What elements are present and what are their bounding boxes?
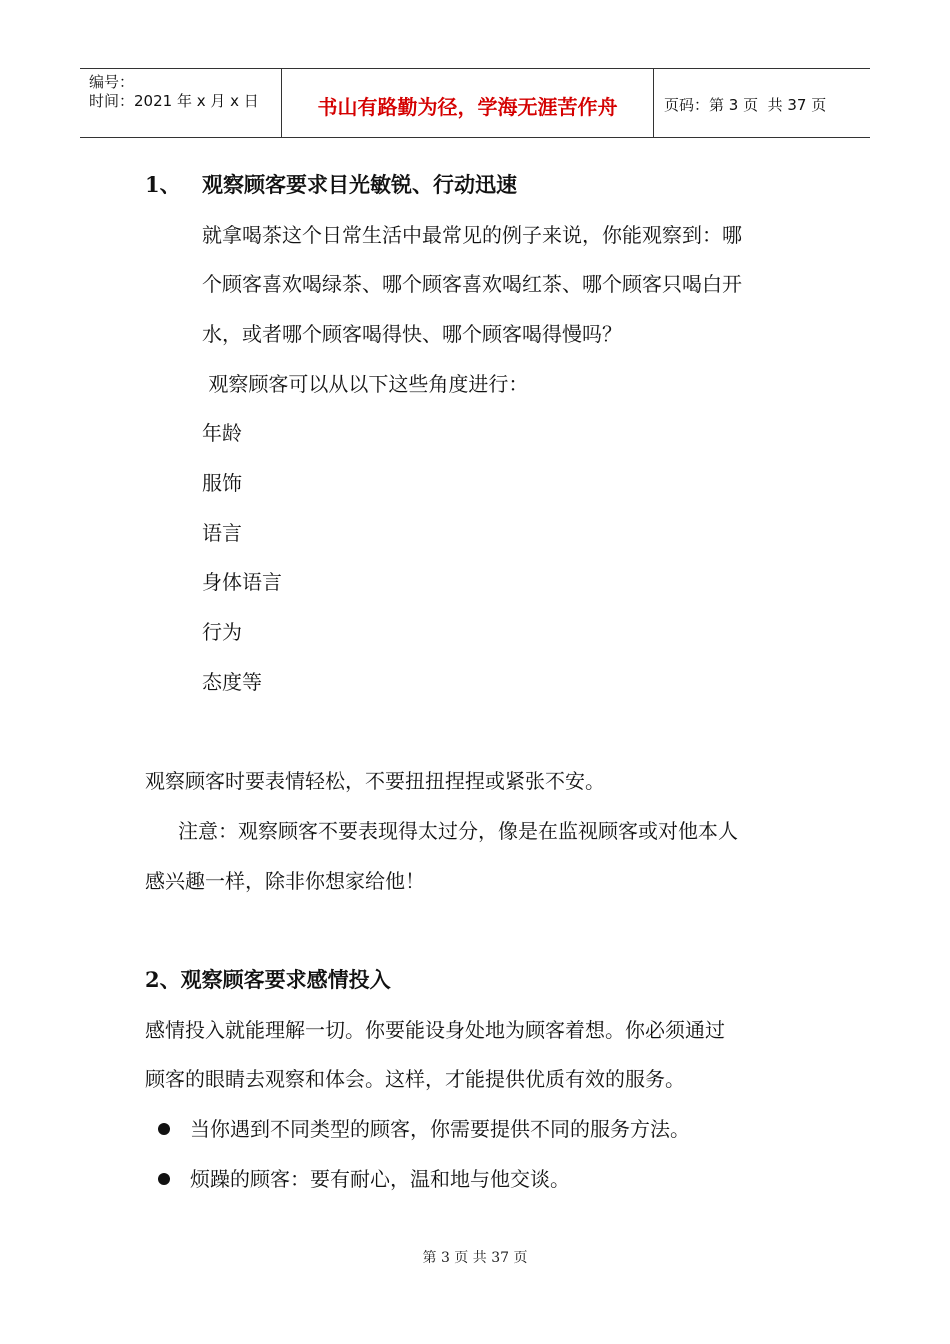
caution-line: 感兴趣一样，除非你想家给他！	[145, 869, 425, 893]
relax-note: 观察顾客时要表情轻松，不要扭扭捏捏或紧张不安。	[145, 769, 605, 793]
caution-line: 注意：观察顾客不要表现得太过分，像是在监视顾客或对他本人	[178, 819, 738, 843]
bullet-dot-icon	[158, 1173, 170, 1185]
header-page-info	[654, 69, 870, 137]
bullet-item: 烦躁的顾客：要有耐心，温和地与他交谈。	[190, 1167, 570, 1191]
section1-paragraph-line: 个顾客喜欢喝绿茶、哪个顾客喜欢喝红茶、哪个顾客只喝白开	[202, 272, 742, 296]
section1-paragraph-line: 水，或者哪个顾客喝得快、哪个顾客喝得慢吗？	[202, 322, 622, 346]
header-motto: 书山有路勤为径，学海无涯苦作舟	[282, 69, 654, 137]
section1-heading	[145, 171, 517, 199]
date-label: 时间：2021 年 x 月 x 日	[89, 92, 259, 110]
section1-number: 1、	[145, 172, 181, 197]
section2-title: 2、观察顾客要求感情投入	[145, 967, 391, 992]
header-meta	[80, 69, 282, 137]
angles-intro: 观察顾客可以从以下这些角度进行：	[202, 372, 529, 396]
angle-item: 行为	[202, 620, 242, 644]
angle-item: 服饰	[202, 471, 242, 495]
bullet-dot-icon	[158, 1123, 170, 1135]
angle-item: 年龄	[202, 421, 242, 445]
section1-paragraph-line: 就拿喝茶这个日常生活中最常见的例子来说，你能观察到：哪	[202, 223, 742, 247]
angle-item: 身体语言	[202, 570, 282, 594]
bullet-item: 当你遇到不同类型的顾客，你需要提供不同的服务方法。	[190, 1117, 690, 1141]
angle-item: 态度等	[202, 670, 262, 694]
document-header	[80, 68, 870, 138]
section2-paragraph-line: 感情投入就能理解一切。你要能设身处地为顾客着想。你必须通过	[145, 1018, 725, 1042]
page-footer: 第 3 页 共 37 页	[422, 1250, 528, 1266]
section1-title: 观察顾客要求目光敏锐、行动迅速	[202, 172, 517, 197]
section2-paragraph-line: 顾客的眼睛去观察和体会。这样，才能提供优质有效的服务。	[145, 1067, 685, 1091]
page-info-text: 页码：第 3 页 共 37 页	[664, 95, 827, 114]
angle-item: 语言	[202, 521, 242, 545]
id-label: 编号：	[89, 73, 135, 91]
